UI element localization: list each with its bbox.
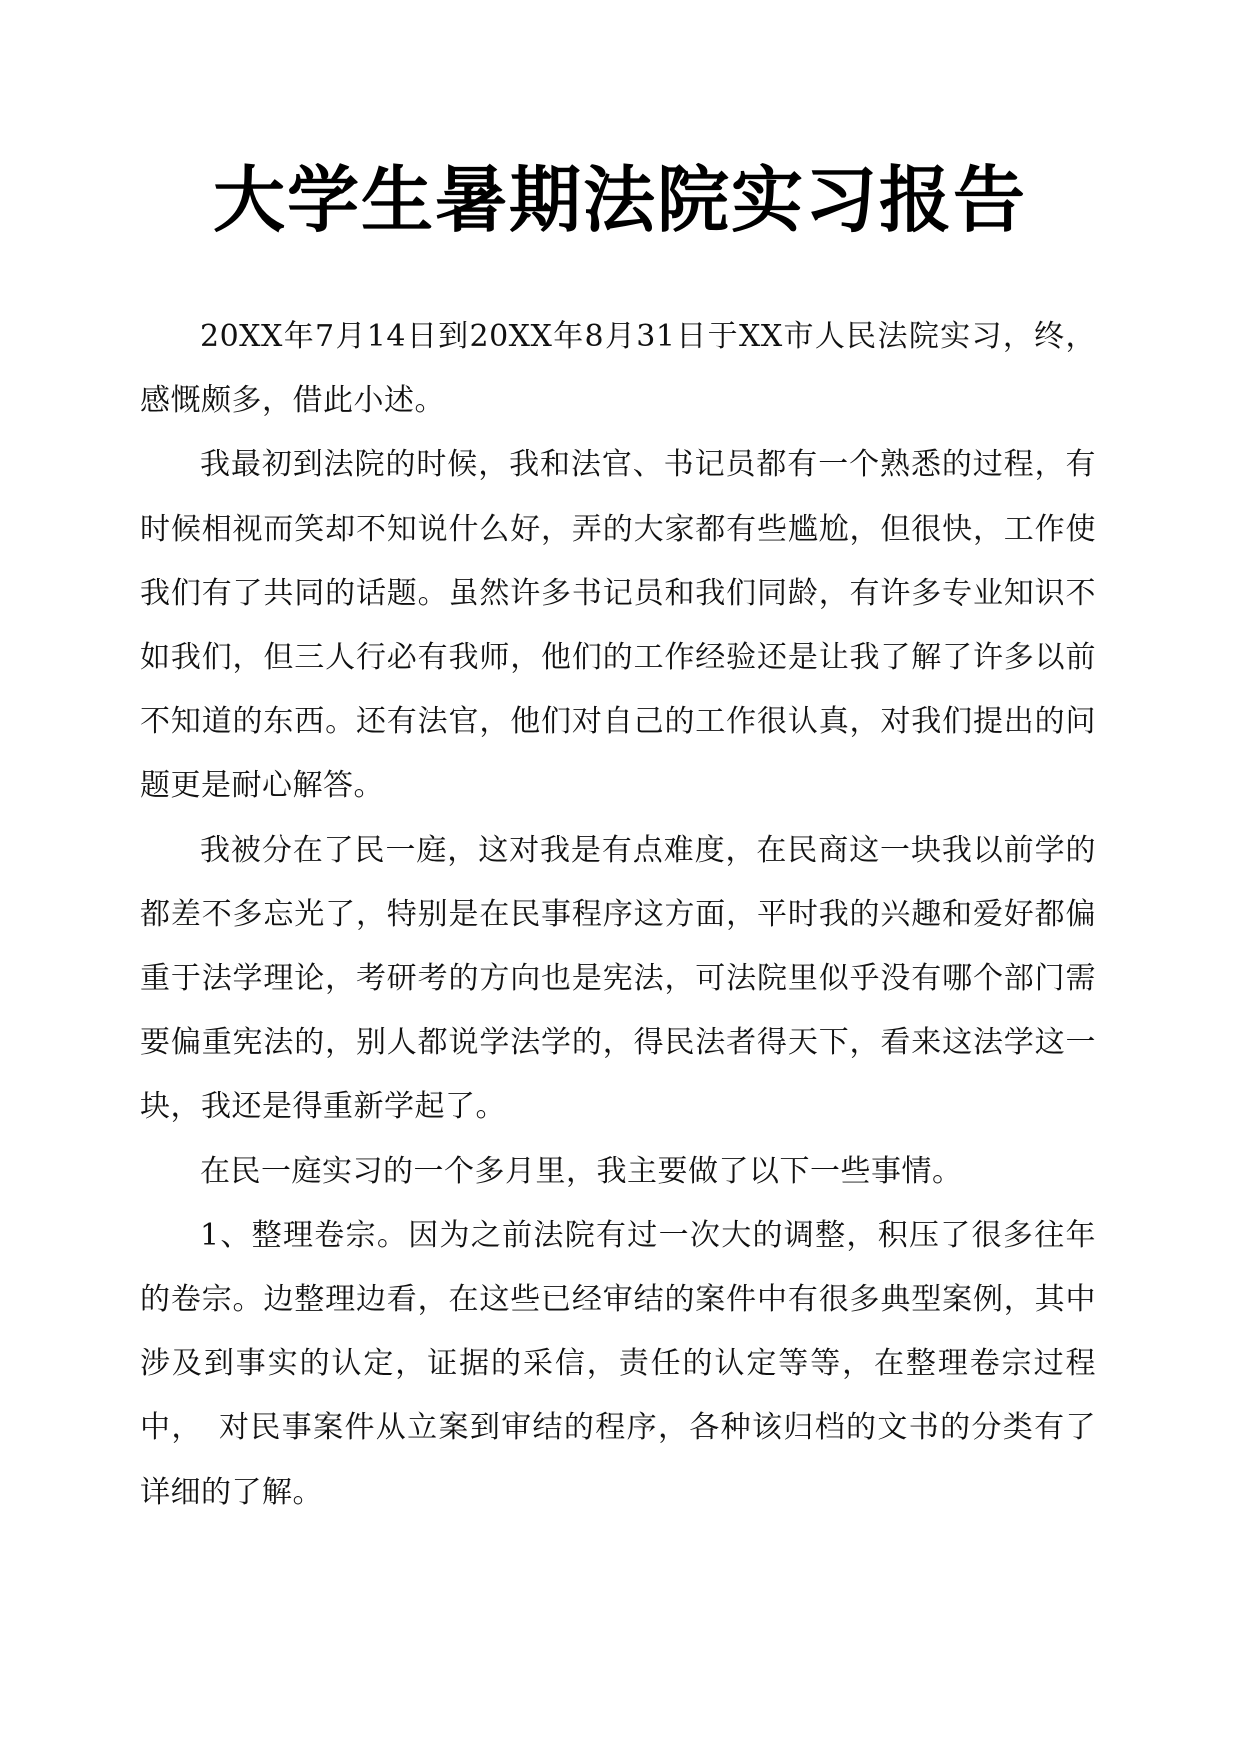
document-body (140, 305, 1096, 1525)
paragraph-intro: 20XX年7月14日到20XX年8月31日于XX市人民法院实习，终，感慨颇多，借此小述。 (140, 319, 1096, 419)
document-title: 大学生暑期法院实习报告 (212, 158, 1027, 242)
paragraph-task-1: 1、整理卷宗。因为之前法院有过一次大的调整，积压了很多往年的卷宗。边整理边看，在这些已经审结的案件中有很多典型案例，其中涉及到事实的认定，证据的采信，责任的认定等等，在整理卷宗过程中， 对民事案件从立案到审结的程序，各种该归档的文书的分类有了详细的了解。 (140, 1217, 1096, 1510)
paragraph-summary: 在民一庭实习的一个多月里，我主要做了以下一些事情。 (200, 1153, 963, 1189)
paragraph-first-days: 我最初到法院的时候，我和法官、书记员都有一个熟悉的过程，有时候相视而笑却不知说什么好，弄的大家都有些尴尬，但很快，工作使我们有了共同的话题。虽然许多书记员和我们同龄，有许多专业知识不如我们，但三人行必有我师，他们的工作经验还是让我了解了许多以前不知道的东西。还有法官，他们对自己的工作很认真，对我们提出的问题更是耐心解答。 (140, 447, 1096, 804)
paragraph-assignment: 我被分在了民一庭，这对我是有点难度，在民商这一块我以前学的都差不多忘光了，特别是在民事程序这方面，平时我的兴趣和爱好都偏重于法学理论，考研考的方向也是宪法，可法院里似乎没有哪个部门需要偏重宪法的，别人都说学法学的，得民法者得天下，看来这法学这一块，我还是得重新学起了。 (140, 832, 1096, 1125)
